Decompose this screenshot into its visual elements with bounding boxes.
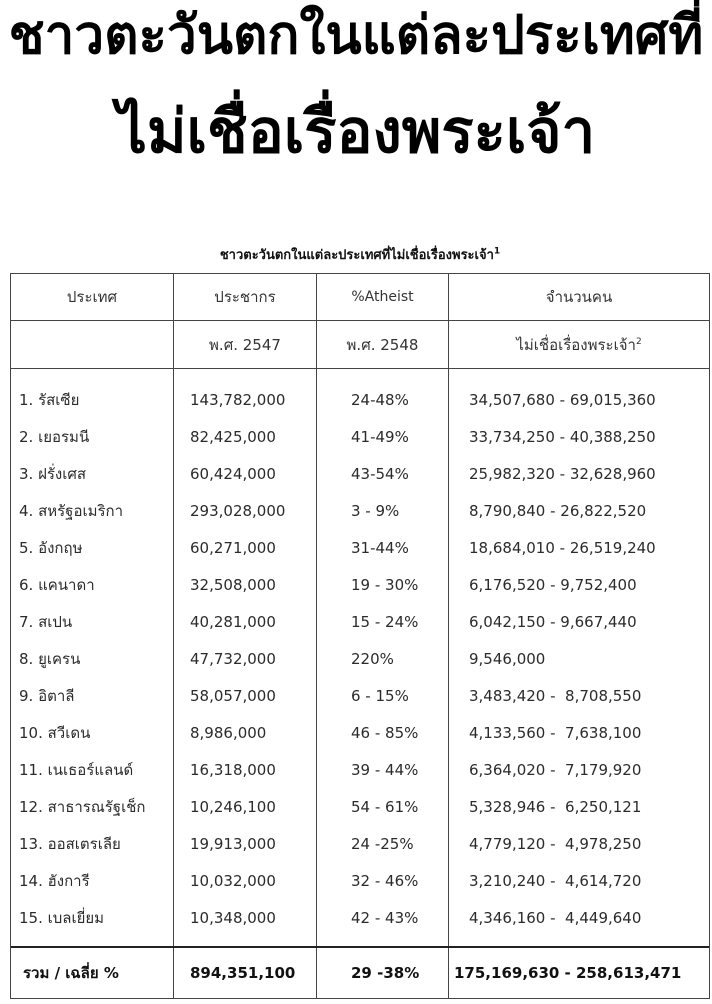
- nonbeliever-count-cell: 25,982,320 - 32,628,960: [469, 464, 656, 483]
- population-cell: 58,057,000: [174, 677, 317, 714]
- header-atheist-percent: %Atheist: [317, 274, 449, 320]
- population-cell: 82,425,000: [174, 418, 317, 455]
- page-title-line-2: ไม่เชื่อเรื่องพระเจ้า: [116, 97, 596, 167]
- atheist-percent-cell: 39 - 44%: [317, 751, 449, 788]
- population-cell: 10,348,000: [174, 899, 317, 946]
- nonbeliever-count-cell: 4,346,160 - 4,449,640: [469, 908, 642, 927]
- nonbeliever-count-cell: 6,042,150 - 9,667,440: [469, 612, 637, 631]
- population-cell: 10,246,100: [174, 788, 317, 825]
- header-population: ประชากร: [174, 274, 317, 320]
- total-label: รวม / เฉลี่ย %: [11, 948, 174, 998]
- country-cell: 13. ออสเตรเลีย: [11, 825, 174, 862]
- header-country: ประเทศ: [11, 274, 174, 320]
- subheader-atheist-year: พ.ศ. 2548: [317, 321, 449, 368]
- country-cell: 11. เนเธอร์แลนด์: [11, 751, 174, 788]
- population-cell: 60,424,000: [174, 455, 317, 492]
- table-header-row: [11, 274, 709, 321]
- table-row: [11, 751, 709, 788]
- table-subheader-row: [11, 321, 709, 369]
- table-row: [11, 603, 709, 640]
- header-footnote-marker: 2: [635, 336, 642, 347]
- atheist-percent-cell: 24-48%: [317, 369, 449, 418]
- table-row: [11, 492, 709, 529]
- table-caption: [10, 246, 710, 266]
- total-nonbeliever-count: 175,169,630 - 258,613,471: [454, 964, 682, 982]
- nonbeliever-count-cell: 3,210,240 - 4,614,720: [469, 871, 642, 890]
- table-total-row: [11, 946, 709, 998]
- atheist-percent-cell: 31-44%: [317, 529, 449, 566]
- atheist-percent-cell: 32 - 46%: [317, 862, 449, 899]
- table-row: [11, 788, 709, 825]
- atheist-percent-cell: 43-54%: [317, 455, 449, 492]
- table-row: [11, 825, 709, 862]
- population-cell: 40,281,000: [174, 603, 317, 640]
- atheist-percent-cell: 19 - 30%: [317, 566, 449, 603]
- subheader-nonbeliever-text: ไม่เชื่อเรื่องพระเจ้า: [516, 335, 636, 354]
- country-cell: 5. อังกฤษ: [11, 529, 174, 566]
- population-cell: 47,732,000: [174, 640, 317, 677]
- page-title-line-1: ชาวตะวันตกในแต่ละประเทศที่: [8, 5, 704, 66]
- table-row: [11, 369, 709, 418]
- table-caption-text: ชาวตะวันตกในแต่ละประเทศที่ไม่เชื่อเรื่องพระเจ้า: [219, 248, 494, 263]
- table-row: [11, 566, 709, 603]
- country-cell: 6. แคนาดา: [11, 566, 174, 603]
- table-row: [11, 714, 709, 751]
- country-cell: 2. เยอรมนี: [11, 418, 174, 455]
- atheist-percent-cell: 46 - 85%: [317, 714, 449, 751]
- nonbeliever-count-cell: 6,176,520 - 9,752,400: [469, 575, 637, 594]
- nonbeliever-count-cell: 8,790,840 - 26,822,520: [469, 501, 647, 520]
- atheist-percent-cell: 3 - 9%: [317, 492, 449, 529]
- table-row: [11, 529, 709, 566]
- nonbeliever-count-cell: 34,507,680 - 69,015,360: [469, 390, 656, 409]
- population-cell: 8,986,000: [174, 714, 317, 751]
- population-cell: 10,032,000: [174, 862, 317, 899]
- country-cell: 8. ยูเครน: [11, 640, 174, 677]
- subheader-empty: [11, 321, 174, 368]
- population-cell: 60,271,000: [174, 529, 317, 566]
- nonbeliever-count-cell: 4,779,120 - 4,978,250: [469, 834, 642, 853]
- atheist-percent-cell: 6 - 15%: [317, 677, 449, 714]
- country-cell: 9. อิตาลี: [11, 677, 174, 714]
- nonbeliever-count-cell: 9,546,000: [469, 649, 546, 668]
- population-cell: 19,913,000: [174, 825, 317, 862]
- total-population: 894,351,100: [174, 948, 317, 998]
- total-atheist-percent: 29 -38%: [317, 948, 449, 998]
- country-cell: 14. ฮังการี: [11, 862, 174, 899]
- atheist-percent-cell: 54 - 61%: [317, 788, 449, 825]
- country-cell: 15. เบลเยี่ยม: [11, 899, 174, 946]
- population-cell: 16,318,000: [174, 751, 317, 788]
- country-cell: 7. สเปน: [11, 603, 174, 640]
- atheist-percent-cell: 220%: [317, 640, 449, 677]
- nonbeliever-count-cell: 6,364,020 - 7,179,920: [469, 760, 642, 779]
- nonbeliever-count-cell: 33,734,250 - 40,388,250: [469, 427, 656, 446]
- table-row: [11, 640, 709, 677]
- atheist-percent-cell: 24 -25%: [317, 825, 449, 862]
- country-cell: 12. สาธารณรัฐเช็ก: [11, 788, 174, 825]
- table-row: [11, 418, 709, 455]
- atheist-percent-cell: 41-49%: [317, 418, 449, 455]
- caption-footnote-marker: 1: [493, 246, 501, 257]
- country-cell: 4. สหรัฐอเมริกา: [11, 492, 174, 529]
- atheist-percent-cell: 15 - 24%: [317, 603, 449, 640]
- nonbeliever-count-cell: 18,684,010 - 26,519,240: [469, 538, 656, 557]
- population-cell: 143,782,000: [174, 369, 317, 418]
- atheist-statistics-table: [10, 273, 710, 999]
- country-cell: 1. รัสเซีย: [11, 369, 174, 418]
- nonbeliever-count-cell: 4,133,560 - 7,638,100: [469, 723, 642, 742]
- table-row: [11, 455, 709, 492]
- population-cell: 32,508,000: [174, 566, 317, 603]
- nonbeliever-count-cell: 3,483,420 - 8,708,550: [469, 686, 642, 705]
- subheader-population-year: พ.ศ. 2547: [174, 321, 317, 368]
- header-nonbeliever-count: จำนวนคน: [545, 288, 613, 306]
- atheist-percent-cell: 42 - 43%: [317, 899, 449, 946]
- table-row: [11, 677, 709, 714]
- table-row: [11, 862, 709, 899]
- nonbeliever-count-cell: 5,328,946 - 6,250,121: [469, 797, 642, 816]
- country-cell: 10. สวีเดน: [11, 714, 174, 751]
- table-row: [11, 899, 709, 946]
- country-cell: 3. ฝรั่งเศส: [11, 455, 174, 492]
- subheader-nonbeliever: [449, 321, 709, 368]
- population-cell: 293,028,000: [174, 492, 317, 529]
